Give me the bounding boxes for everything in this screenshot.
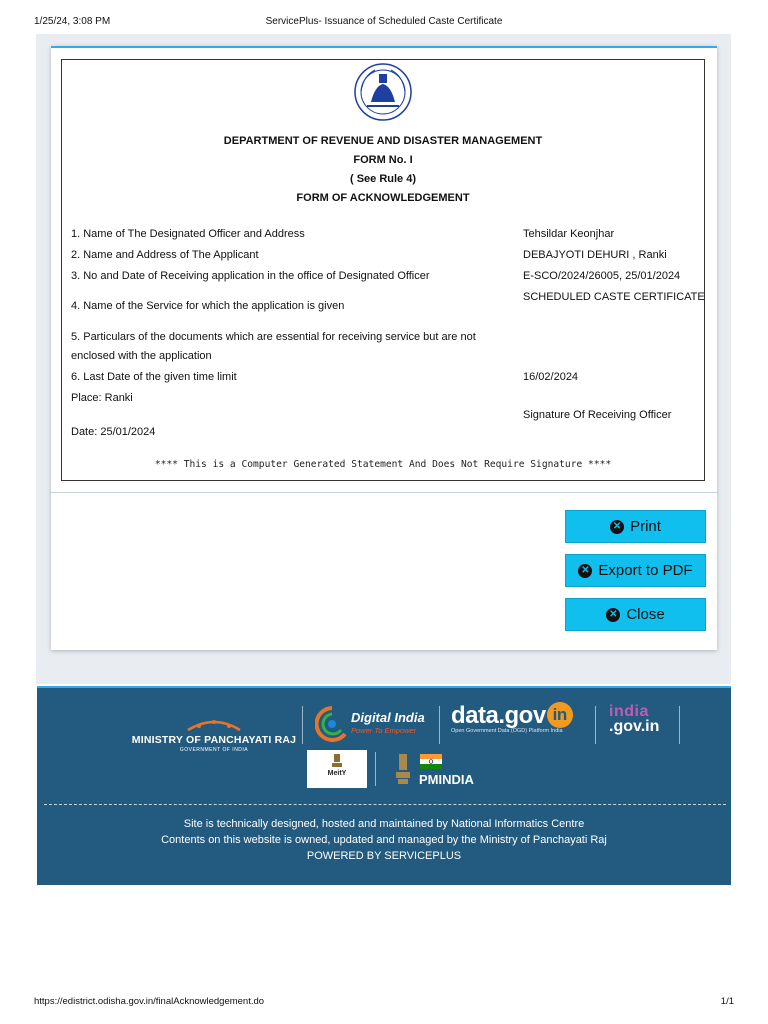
logo-separator: [679, 706, 680, 744]
export-pdf-button[interactable]: [565, 554, 706, 587]
date-text: Date: 25/01/2024: [71, 426, 156, 438]
close-circle-icon: ✕: [606, 608, 620, 622]
odisha-emblem-icon: [353, 62, 413, 122]
credit-ministry: Contents on this website is owned, updated and managed by the Ministry of Panchayati Raj: [161, 834, 607, 846]
signature-label: Signature Of Receiving Officer: [523, 409, 672, 421]
credit-nic: Site is technically designed, hosted and maintained by National Informatics Centre: [183, 818, 585, 830]
footer-dashed-divider: [44, 804, 726, 805]
footer-logos: [37, 696, 731, 786]
digital-india-logo[interactable]: [315, 702, 433, 746]
print-url: https://edistrict.odisha.gov.in/finalAcknowledgement.do: [34, 996, 265, 1007]
india-gov-bottom: .gov.in: [609, 718, 660, 735]
close-button-label: Close: [626, 606, 665, 623]
mopr-title: MINISTRY OF PANCHAYATI RAJ: [131, 734, 297, 746]
panchayati-raj-mark-icon: [184, 718, 244, 732]
department-heading: DEPARTMENT OF REVENUE AND DISASTER MANAGEMENT: [223, 135, 543, 147]
print-timestamp: 1/25/24, 3:08 PM: [34, 16, 111, 27]
datagov-logo[interactable]: [451, 702, 601, 734]
meity-text: MeitY: [327, 770, 347, 777]
indian-flag-icon: [420, 754, 442, 769]
print-page-number: 1/1: [720, 996, 734, 1007]
site-footer: [37, 686, 731, 885]
logo-separator: [439, 706, 440, 744]
close-circle-icon: ✕: [578, 564, 592, 578]
datagov-in-badge: in: [547, 702, 573, 728]
datagov-text: data.gov: [451, 702, 546, 729]
logo-separator: [595, 706, 596, 744]
row-value: E-SCO/2024/26005, 25/01/2024: [523, 270, 681, 282]
row-service-name: [71, 288, 705, 326]
print-header: [34, 16, 734, 30]
form-number: FORM No. I: [353, 154, 413, 166]
row-label: 4. Name of the Service for which the application is given: [71, 300, 345, 312]
digital-india-mark-icon: [315, 704, 349, 744]
form-title: FORM OF ACKNOWLEDGEMENT: [296, 192, 470, 204]
row-value: 16/02/2024: [523, 371, 579, 383]
ministry-panchayati-raj-logo[interactable]: [129, 718, 299, 753]
print-button-label: Print: [630, 518, 661, 535]
pmindia-logo[interactable]: [393, 751, 503, 787]
rule-reference: ( See Rule 4): [349, 173, 417, 185]
pmindia-text: PMINDIA: [419, 772, 474, 787]
computer-generated-note: **** This is a Computer Generated Statement And Does Not Require Signature ****: [154, 459, 612, 470]
mopr-subtitle: GOVERNMENT OF INDIA: [179, 747, 249, 753]
row-label: 2. Name and Address of The Applicant: [71, 249, 259, 261]
row-label: 6. Last Date of the given time limit: [71, 371, 237, 383]
national-emblem-icon: [330, 753, 344, 769]
row-label: 1. Name of The Designated Officer and Address: [71, 228, 305, 240]
print-footer: [34, 996, 734, 1007]
logo-separator: [302, 706, 303, 744]
national-emblem-icon: [393, 752, 413, 786]
footer-credits: [37, 816, 731, 864]
print-page-title: ServicePlus- Issuance of Scheduled Caste Certificate: [265, 16, 503, 27]
row-label: 3. No and Date of Receiving application in the office of Designated Officer: [71, 270, 430, 282]
close-button[interactable]: [565, 598, 706, 631]
india-gov-top: india: [609, 703, 649, 720]
digital-india-tagline: Power To Empower: [351, 726, 417, 735]
row-label: 5. Particulars of the documents which are essential for receiving service but are not enclosed with the application: [71, 331, 476, 362]
datagov-tagline: Open Government Data (OGD) Platform India: [451, 728, 563, 734]
row-value: SCHEDULED CASTE CERTIFICATE: [523, 291, 705, 303]
print-button[interactable]: [565, 510, 706, 543]
panel-divider: [51, 492, 717, 493]
place-text: Place: Ranki: [71, 392, 133, 404]
export-pdf-button-label: Export to PDF: [598, 562, 693, 579]
acknowledgement-box: [61, 59, 705, 481]
logo-separator: [375, 752, 376, 786]
row-value: DEBAJYOTI DEHURI , Ranki: [523, 249, 667, 261]
row-value: Tehsildar Keonjhar: [523, 228, 615, 240]
digital-india-text: Digital India: [351, 710, 425, 725]
close-circle-icon: ✕: [610, 520, 624, 534]
meity-logo[interactable]: [307, 750, 367, 788]
credit-powered-by: POWERED BY SERVICEPLUS: [306, 850, 462, 862]
acknowledgement-panel: [51, 46, 717, 650]
india-gov-logo[interactable]: [609, 704, 679, 735]
